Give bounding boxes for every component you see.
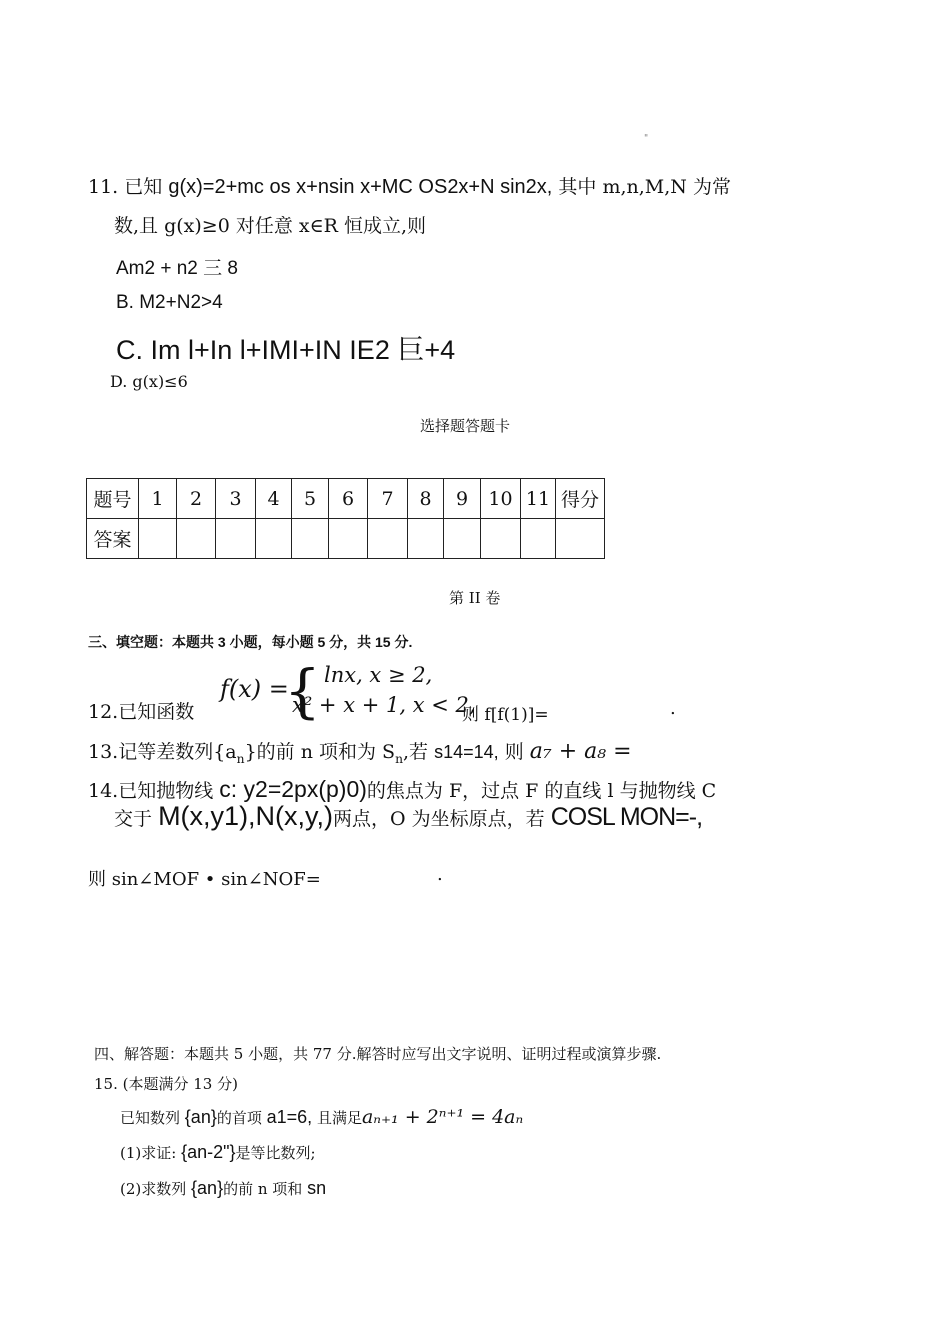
answer-card-table: [86, 478, 605, 559]
answer-cell[interactable]: [256, 519, 292, 559]
question-15-title: 15. (本题满分 13 分): [94, 1075, 238, 1093]
q15-seq: {an}: [184, 1107, 217, 1127]
header-cell: 得分: [556, 479, 605, 519]
question-15-line1: [120, 1106, 523, 1128]
question-intro-tail: 其中 m,n,M,N 为常: [558, 176, 731, 198]
q13-condition: s14=14,: [434, 742, 499, 762]
header-cell: 6: [329, 479, 368, 519]
header-cell: 8: [408, 479, 444, 519]
section-4-heading: 四、解答题：本题共 5 小题，共 77 分.解答时应写出文字说明、证明过程或演算步骤.: [94, 1045, 662, 1063]
page-mark: ": [644, 134, 649, 144]
answer-cell[interactable]: [139, 519, 177, 559]
header-cell: 9: [444, 479, 481, 519]
question-15-part1: [120, 1142, 316, 1163]
answer-cell[interactable]: [216, 519, 256, 559]
answer-cell[interactable]: [444, 519, 481, 559]
question-12-prefix: 12.已知函数: [88, 701, 195, 723]
answer-cell[interactable]: [368, 519, 408, 559]
q15-part2-seq: {an}: [191, 1178, 224, 1198]
answer-card-header-row: [87, 479, 605, 519]
header-cell: 1: [139, 479, 177, 519]
question-14-line2: [114, 801, 702, 832]
header-cell: 7: [368, 479, 408, 519]
question-number: 11.: [88, 176, 119, 198]
q15-recurrence: aₙ₊₁ + 2ⁿ⁺¹ = 4aₙ: [361, 1106, 524, 1128]
option-c: C. Im l+In l+IMI+IN IE2 巨+4: [116, 335, 456, 365]
score-cell[interactable]: [556, 519, 605, 559]
question-12-suffix: 则 f[f(1)]=: [462, 705, 549, 725]
answer-cell[interactable]: [481, 519, 521, 559]
answer-cell[interactable]: [177, 519, 216, 559]
option-b: B. M2+N2>4: [116, 292, 223, 313]
q14-points: M(x,y1),N(x,y,): [158, 801, 334, 831]
q13-text2: }的前 n 项和为 S: [244, 741, 396, 763]
brace: {: [284, 657, 321, 725]
option-a: Am2 + n2 三 8: [116, 258, 238, 279]
header-cell: 题号: [87, 479, 139, 519]
row-label: 答案: [87, 519, 139, 559]
q14-line2b: 两点，O 为坐标原点，若: [333, 808, 545, 830]
question-15-part2: [120, 1178, 326, 1199]
answer-card-answer-row: [87, 519, 605, 559]
q14-curve: c: y2=2px(p)0): [219, 776, 367, 802]
q15-part2a: (2)求数列: [120, 1180, 187, 1198]
q15-line1a: 已知数列: [120, 1109, 181, 1127]
answer-card-title: 选择题答题卡: [420, 418, 511, 435]
header-cell: 10: [481, 479, 521, 519]
q14-line2a: 交于: [114, 808, 153, 830]
question-13: [88, 737, 632, 766]
answer-cell[interactable]: [292, 519, 329, 559]
q15-part2-sn: sn: [307, 1178, 327, 1198]
answer-cell[interactable]: [521, 519, 556, 559]
answer-cell[interactable]: [408, 519, 444, 559]
question-14-end: .: [437, 864, 443, 885]
question-14-line3: 则 sin∠MOF • sin∠NOF=: [88, 869, 321, 890]
answer-cell[interactable]: [329, 519, 368, 559]
header-cell: 2: [177, 479, 216, 519]
q13-sub-n: n: [236, 751, 245, 766]
q15-part1-seq: {an-2"}: [181, 1142, 236, 1162]
q15-line1b: 的首项: [216, 1109, 262, 1127]
function-lhs: f(x) =: [220, 675, 289, 703]
option-d: D. g(x)≤6: [110, 372, 188, 391]
question-11-line2: 数,且 g(x)≥0 对任意 x∈R 恒成立,则: [114, 215, 427, 237]
header-cell: 4: [256, 479, 292, 519]
part-2-title: 第 II 卷: [449, 589, 501, 607]
function-expression: g(x)=2+mc os x+nsin x+MC OS2x+N sin2x,: [168, 176, 553, 198]
q13-sub-n2: n: [395, 751, 404, 766]
q15-line1c: 且满足: [316, 1109, 362, 1127]
q15-part2b: 的前 n 项和: [223, 1180, 303, 1198]
q15-a1: a1=6,: [266, 1107, 313, 1127]
q13-text1: 13.记等差数列{a: [88, 741, 237, 763]
q15-part1a: (1)求证:: [120, 1144, 177, 1162]
case-1: lnx, x ≥ 2,: [324, 663, 433, 687]
q13-expression: a₇ + a₈ =: [529, 739, 632, 764]
question-intro: 已知: [124, 176, 163, 198]
header-cell: 11: [521, 479, 556, 519]
case-2: x² + x + 1, x < 2,: [292, 693, 476, 717]
header-cell: 3: [216, 479, 256, 519]
q13-text3: ,若: [403, 741, 429, 763]
q14-text2: 的焦点为 F，过点 F 的直线 l 与抛物线 C: [366, 780, 717, 802]
q14-condition: COSL MON=-,: [550, 803, 703, 831]
question-12-end: .: [670, 698, 676, 719]
question-14-line1: [88, 776, 716, 803]
q14-text1: 14.已知抛物线: [88, 780, 214, 802]
question-11-line1: [88, 172, 731, 199]
q13-text4: 则: [504, 741, 524, 763]
section-3-heading: 三、填空题：本题共 3 小题，每小题 5 分，共 15 分.: [88, 634, 413, 650]
header-cell: 5: [292, 479, 329, 519]
q15-part1b: 是等比数列;: [235, 1144, 316, 1162]
